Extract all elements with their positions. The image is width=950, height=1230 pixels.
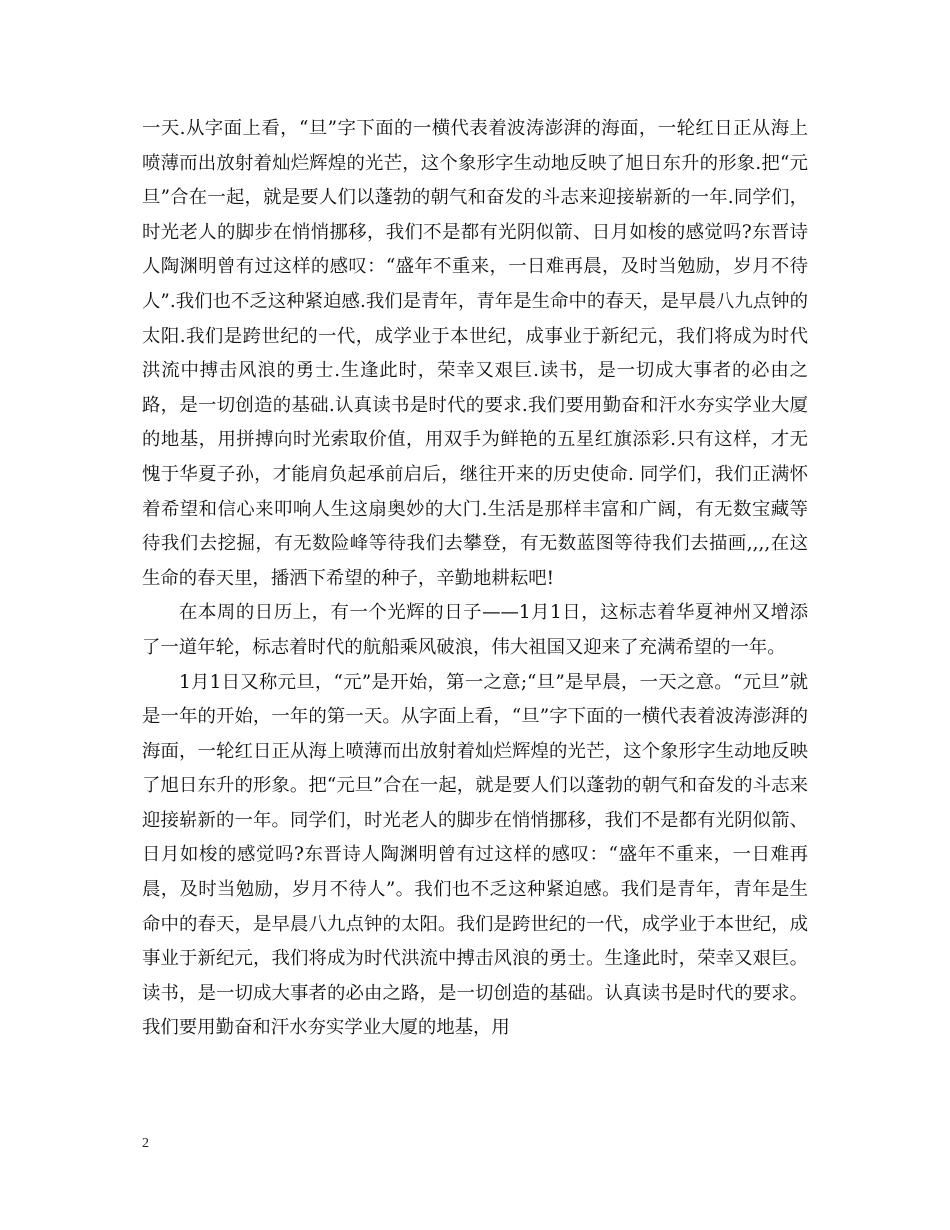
page-body [142,112,808,1046]
paragraph-1: 一天.从字面上看，“旦”字下面的一横代表着波涛澎湃的海面，一轮红日正从海上喷薄而出放射着灿烂辉煌的光芒，这个象形字生动地反映了旭日东升的形象.把“元旦”合在一起，就是要人们以蓬勃的朝气和奋发的斗志来迎接崭新的一年.同学们，时光老人的脚步在悄悄挪移，我们不是都有光阴似箭、日月如梭的感觉吗?东晋诗人陶渊明曾有过这样的感叹：“盛年不重来，一日难再晨，及时当勉励，岁月不待人”.我们也不乏这种紧迫感.我们是青年，青年是生命中的春天，是早晨八九点钟的太阳.我们是跨世纪的一代，成学业于本世纪，成事业于新纪元，我们将成为时代洪流中搏击风浪的勇士.生逢此时，荣幸又艰巨.读书，是一切成大事者的必由之路，是一切创造的基础.认真读书是时代的要求.我们要用勤奋和汗水夯实学业大厦的地基，用拼搏向时光索取价值，用双手为鲜艳的五星红旗添彩.只有这样，才无愧于华夏子孙，才能肩负起承前启后，继往开来的历史使命. 同学们，我们正满怀着希望和信心来叩响人生这扇奥妙的大门.生活是那样丰富和广阔，有无数宝藏等待我们去挖掘，有无数险峰等待我们去攀登，有无数蓝图等待我们去描画,,,,在这生命的春天里，播洒下希望的种子，辛勤地耕耘吧! [142,118,808,589]
paragraph-3: 1月1日又称元旦，“元”是开始，第一之意;“旦”是早晨，一天之意。“元旦”就是一年的开始，一年的第一天。从字面上看，“旦”字下面的一横代表着波涛澎湃的海面，一轮红日正从海上喷薄而出放射着灿烂辉煌的光芒，这个象形字生动地反映了旭日东升的形象。把“元旦”合在一起，就是要人们以蓬勃的朝气和奋发的斗志来迎接崭新的一年。同学们，时光老人的脚步在悄悄挪移，我们不是都有光阴似箭、日月如梭的感觉吗?东晋诗人陶渊明曾有过这样的感叹：“盛年不重来，一日难再晨，及时当勉励，岁月不待人”。我们也不乏这种紧迫感。我们是青年，青年是生命中的春天，是早晨八九点钟的太阳。我们是跨世纪的一代，成学业于本世纪，成事业于新纪元，我们将成为时代洪流中搏击风浪的勇士。生逢此时，荣幸又艰巨。读书，是一切成大事者的必由之路，是一切创造的基础。认真读书是时代的要求。我们要用勤奋和汗水夯实学业大厦的地基，用 [142,671,808,1039]
page-number: 2 [142,1136,149,1151]
paragraph-2: 在本周的日历上，有一个光辉的日子——1月1日，这标志着华夏神州又增添了一道年轮，标志着时代的航船乘风破浪，伟大祖国又迎来了充满希望的一年。 [142,602,808,658]
